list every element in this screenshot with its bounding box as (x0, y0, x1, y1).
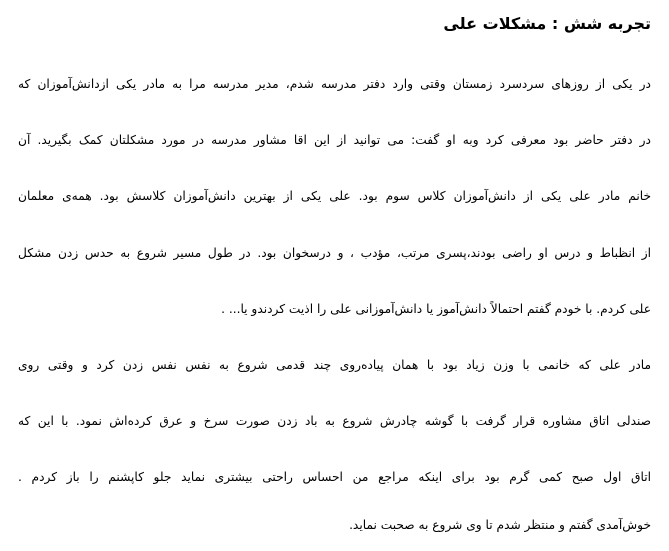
paragraph-line: در یکی از روزهای سردسرد زمستان وقتی وارد دفتر مدرسه شدم، مدیر مدرسه مرا به مادر یکی ازدانش‌آموزان که (18, 77, 651, 91)
paragraph-line: خانم مادر علی یکی از دانش‌آموزان کلاس سوم بود. علی یکی از بهترین دانش‌آموزان کلاسش بود. همه‌ی معلمان (18, 189, 651, 203)
document-title: تجربه شش : مشکلات علی (443, 14, 651, 33)
paragraph-line: در دفتر حاضر بود معرفی کرد وبه او گفت: می توانید از این اقا مشاور مدرسه در مورد مشکلتان کمک بگیرید. آن (18, 133, 651, 147)
paragraph-line: علی کردم. با خودم گفتم احتمالاً دانش‌آموز یا دانش‌آموزانی علی را اذیت کردندو یا... . (221, 302, 651, 316)
paragraph-line: خوش‌آمدی گفتم و منتظر شدم تا وی شروع به صحبت نماید. (349, 518, 651, 532)
paragraph-line: مادر علی که خانمی با وزن زیاد بود با همان پیاده‌روی چند قدمی شروع به نفس نفس زدن کرد و وقتی روی (18, 358, 651, 372)
paragraph-line: صندلی اتاق مشاوره قرار گرفت با گوشه چادرش شروع به باد زدن صورت سرخ و عرق کرده‌اش نمود. با این که (18, 414, 651, 428)
paragraph-line: از انظباط و درس او راضی بودند،پسری مرتب، مؤدب ، و درسخوان بود. در طول مسیر شروع به حدس زدن مشکل (18, 246, 651, 260)
paragraph-line: اتاق اول صبح کمی گرم بود برای اینکه مراجع من احساس راحتی بیشتری نماید جلو کاپشنم را باز کردم . (18, 470, 651, 484)
